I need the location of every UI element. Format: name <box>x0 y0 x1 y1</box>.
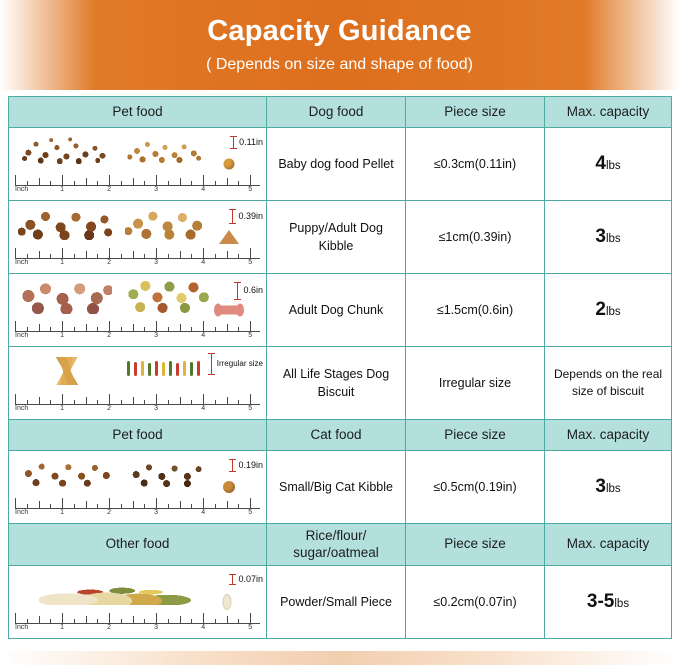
piece-size: ≤1.5cm(0.6in) <box>406 274 545 347</box>
ruler-number: 3 <box>154 186 159 193</box>
col-header-rice-flour: Rice/flour/ sugar/oatmeal <box>267 524 406 566</box>
ruler <box>15 497 260 519</box>
triangle-kibble-icon <box>219 230 239 244</box>
ruler-number: 4 <box>201 259 206 266</box>
capacity-table <box>8 96 672 639</box>
ruler-unit-label: Inch <box>15 186 29 193</box>
table-row <box>9 201 672 274</box>
piece-size: ≤0.3cm(0.11in) <box>406 128 545 201</box>
ruler-unit-label: Inch <box>15 509 29 516</box>
food-name: Baby dog food Pellet <box>267 128 406 201</box>
food-name: Small/Big Cat Kibble <box>267 451 406 524</box>
food-name: Puppy/Adult Dog Kibble <box>267 201 406 274</box>
grain-shape-icon <box>223 594 232 610</box>
capacity-unit: lbs <box>605 306 621 318</box>
col-header-pet-food: Pet food <box>9 97 267 128</box>
ruler-number: 2 <box>107 186 112 193</box>
ruler-number: 2 <box>107 405 112 412</box>
max-capacity <box>545 128 672 201</box>
ruler <box>15 174 260 196</box>
ruler-number: 5 <box>248 259 253 266</box>
max-capacity <box>545 274 672 347</box>
col-header-dog-food: Dog food <box>267 97 406 128</box>
ruler-number: 1 <box>60 259 64 266</box>
bone-shape-icon <box>217 306 241 315</box>
ruler-number: 5 <box>248 186 253 193</box>
col-header-piece-size: Piece size <box>406 420 545 451</box>
max-capacity <box>545 451 672 524</box>
ruler-number: 3 <box>154 509 159 516</box>
food-image-cell <box>9 128 267 201</box>
ruler-unit-label: Inch <box>15 624 29 631</box>
ruler-number: 1 <box>60 405 64 412</box>
ruler-unit-label: Inch <box>15 259 29 266</box>
food-name: All Life Stages Dog Biscuit <box>267 347 406 420</box>
capacity-value: 3-5 <box>586 591 615 612</box>
capacity-unit: lbs <box>605 483 621 495</box>
food-image-cell <box>9 274 267 347</box>
food-name: Adult Dog Chunk <box>267 274 406 347</box>
measure-bracket-icon <box>234 282 241 300</box>
col-header-max-capacity: Max. capacity <box>545 97 672 128</box>
measure-marker <box>229 459 263 472</box>
measure-bracket-icon <box>230 136 237 149</box>
ruler-number: 4 <box>201 332 206 339</box>
table-row <box>9 347 672 420</box>
food-image-cell <box>9 566 267 639</box>
max-capacity <box>545 566 672 639</box>
ruler-unit-label: Inch <box>15 332 29 339</box>
bottom-gradient-decoration <box>0 651 679 665</box>
measure-label: Irregular size <box>216 358 263 368</box>
table-row <box>9 128 672 201</box>
col-header-piece-size: Piece size <box>406 97 545 128</box>
capacity-unit: lbs <box>605 160 621 172</box>
piece-size: ≤0.5cm(0.19in) <box>406 451 545 524</box>
measure-label: 0.19in <box>238 459 263 470</box>
ruler-number: 2 <box>107 332 112 339</box>
ruler-number: 3 <box>154 624 159 631</box>
table-row <box>9 274 672 347</box>
capacity-unit: lbs <box>614 598 630 610</box>
food-image-cell <box>9 201 267 274</box>
food-image-cell <box>9 347 267 420</box>
ruler-number: 5 <box>248 624 253 631</box>
ruler-number: 4 <box>201 405 206 412</box>
ruler-number: 5 <box>248 332 253 339</box>
measure-label: 0.39in <box>238 210 263 221</box>
ruler-number: 4 <box>201 624 206 631</box>
page-subtitle: ( Depends on size and shape of food) <box>206 56 473 74</box>
capacity-value: 3 <box>595 226 606 247</box>
ruler-unit-label: Inch <box>15 405 29 412</box>
ruler-number: 1 <box>60 509 64 516</box>
ruler <box>15 612 260 634</box>
measure-marker <box>208 353 263 375</box>
page-header <box>0 0 679 90</box>
table-row <box>9 451 672 524</box>
measure-marker <box>230 136 263 149</box>
capacity-value: 3 <box>595 476 606 497</box>
ruler-number: 4 <box>201 509 206 516</box>
ruler-number: 3 <box>154 332 159 339</box>
capacity-unit: lbs <box>605 233 621 245</box>
measure-label: 0.6in <box>243 285 263 296</box>
food-name: Powder/Small Piece <box>267 566 406 639</box>
table-row <box>9 566 672 639</box>
col-header-piece-size: Piece size <box>406 524 545 566</box>
measure-bracket-icon <box>229 209 236 224</box>
capacity-value: 4 <box>595 153 606 174</box>
ruler-number: 5 <box>248 509 253 516</box>
piece-size: ≤1cm(0.39in) <box>406 201 545 274</box>
measure-bracket-icon <box>229 574 236 585</box>
ruler-number: 2 <box>107 259 112 266</box>
ruler-number: 1 <box>60 624 64 631</box>
ruler-number: 3 <box>154 259 159 266</box>
piece-size: ≤0.2cm(0.07in) <box>406 566 545 639</box>
measure-marker <box>234 282 263 300</box>
food-image-cell <box>9 451 267 524</box>
measure-marker <box>229 574 263 585</box>
ruler <box>15 320 260 342</box>
col-header-max-capacity: Max. capacity <box>545 524 672 566</box>
section-header-cat <box>9 420 672 451</box>
piece-size: Irregular size <box>406 347 545 420</box>
ruler-number: 5 <box>248 405 253 412</box>
measure-label: 0.11in <box>239 136 263 147</box>
max-capacity <box>545 201 672 274</box>
col-header-other-food: Other food <box>9 524 267 566</box>
ruler-number: 4 <box>201 186 206 193</box>
ruler-number: 1 <box>60 186 64 193</box>
col-header-pet-food: Pet food <box>9 420 267 451</box>
col-header-max-capacity: Max. capacity <box>545 420 672 451</box>
max-capacity: Depends on the real size of biscuit <box>545 347 672 420</box>
capacity-value: 2 <box>595 299 606 320</box>
measure-bracket-icon <box>229 459 236 472</box>
ruler <box>15 393 260 415</box>
section-header-dog <box>9 97 672 128</box>
measure-marker <box>229 209 263 224</box>
ruler-number: 2 <box>107 509 112 516</box>
measure-label: 0.07in <box>238 573 263 584</box>
measure-bracket-icon <box>208 353 215 375</box>
ruler-number: 1 <box>60 332 64 339</box>
ruler <box>15 247 260 269</box>
page-title: Capacity Guidance <box>207 14 472 47</box>
ruler-number: 3 <box>154 405 159 412</box>
section-header-other <box>9 524 672 566</box>
col-header-cat-food: Cat food <box>267 420 406 451</box>
capacity-table-wrap <box>0 90 679 639</box>
ruler-number: 2 <box>107 624 112 631</box>
